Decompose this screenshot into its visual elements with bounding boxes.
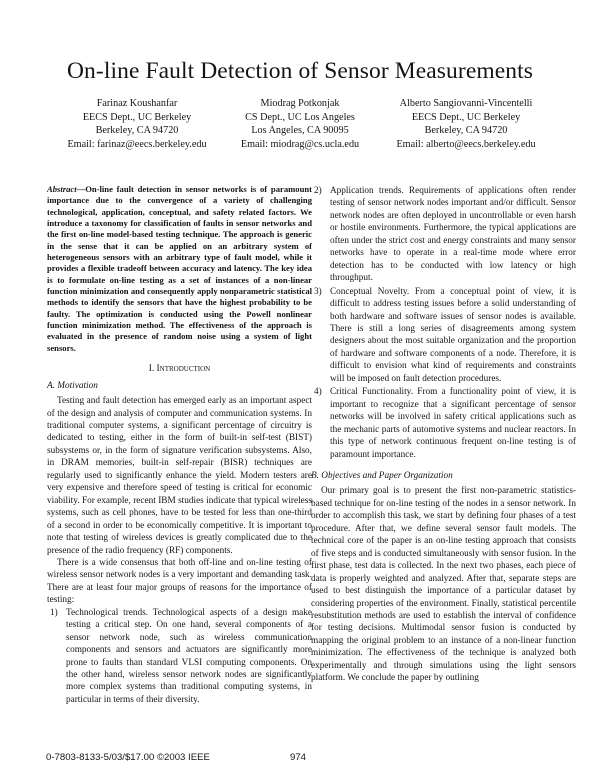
author-dept: EECS Dept., UC Berkeley	[82, 111, 192, 123]
abstract-lead: Abstract	[47, 184, 77, 194]
paragraph: Our primary goal is to present the first non-parametric statistics-based technique for on-line testing of the nodes in a sensor network. In order to accomplish this task, we start by defining four phases of a test procedure. After that, we define several sensor fault models. The technical core of the paper is an on-line testing approach that consists of five steps and is conducted simultaneously with sensor fusion. In the first phase, test data is collected. In the next two phases, each piece of data is properly weighted and analyzed. After that, separate steps are used to best distinguish the importance of a particular dataset by considering properties of the environment. Finally, statistical percentile resubstitution methods are used to establish the interval of confidence for testing decisions. Multimodal sensor fusion is conducted by mapping the original problem to an instance of a non-linear function minimization. The effectiveness of the technique is analyzed both experimentally and through simulations using the light sensors platform. We conclude the paper by outlining	[311, 486, 576, 684]
list-item	[311, 286, 576, 386]
author-name: Miodrag Potkonjak	[260, 98, 340, 109]
subsection-heading-objectives: B. Objectives and Paper Organization	[311, 470, 453, 481]
list-item-text: Critical Functionality. From a functionality point of view, it is important to recognize that a significant percentage of sensor networks will be involved in safety critical applications such as the mechanic parts of automotive systems and nuclear reactors. In this type of network continuous frequent on-line testing is of paramount importance.	[330, 387, 576, 460]
list-item	[311, 185, 576, 285]
paragraph: Testing and fault detection has emerged early as an important aspect of the design and analysis of computer and communication systems. In traditional computer systems, a significant percentage of circuitry is dedicated to testing, either in the form of built-in self-test (BIST) subsystems or, in the form of signature verification subsystems. Also, in DRAM memories, built-in self-repair (BISR) techniques are regularly used to significantly enhance the yield. Modern testers are very expensive and therefore speed of testing is critical for economic viability. For example, recent IBM studies indicate that typical wireless systems, such as cell phones, have to be tested for less than one-third of a second in order to be economically competitive. It is important to note that testing of wireless devices is greatly complicated due to the presence of the radio frequency (RF) components.	[47, 396, 312, 556]
author-city: Berkeley, CA 94720	[424, 125, 508, 137]
author-dept: EECS Dept., UC Berkeley	[411, 111, 521, 123]
list-number: 3)	[314, 286, 322, 297]
author-email: Email: miodrag@cs.ucla.edu	[240, 138, 360, 150]
author-name: Alberto Sangiovanni-Vincentelli	[399, 98, 533, 109]
list-number: 1)	[50, 607, 58, 618]
list-number: 4)	[314, 387, 322, 398]
list-number: 2)	[314, 186, 322, 196]
right-column	[311, 185, 576, 685]
author-email: Email: alberto@eecs.berkeley.edu	[396, 138, 536, 150]
list-item-text: Conceptual Novelty. From a conceptual point of view, it is difficult to address testing issues before a solid understanding of both hardware and software issues of sensor nodes is available. There is still a long series of disagreements among system designers about the most suitable organization and the proportion of hardware and software components of a node. Therefore, it is difficult to envision what kind of requirements and constraints will be imposed on fault detection procedures.	[330, 286, 576, 384]
left-column	[47, 184, 312, 707]
abstract	[47, 184, 312, 354]
list-item	[311, 386, 576, 461]
author-city: Los Angeles, CA 90095	[251, 125, 349, 137]
paragraph: There is a wide consensus that both off-line and on-line testing of wireless sensor network nodes is a very important and demanding task. There are at least four major groups of reasons for the importance of testing:	[47, 557, 312, 606]
author-block-1	[62, 97, 212, 151]
paper-title: On-line Fault Detection of Sensor Measurements	[66, 58, 533, 84]
page-number: 974	[290, 752, 307, 763]
author-email: Email: farinaz@eecs.berkeley.edu	[67, 138, 207, 150]
author-name: Farinaz Koushanfar	[96, 98, 178, 109]
author-block-2	[225, 97, 375, 151]
section-heading-introduction: I. Introduction	[148, 364, 211, 375]
reasons-list-continued	[311, 185, 576, 461]
subsection-heading-motivation: A. Motivation	[47, 380, 98, 391]
author-city: Berkeley, CA 94720	[95, 125, 179, 137]
abstract-text: —On-line fault detection in sensor networks is of paramount importance due to the convergence of a variety of challenging technological, application, conceptual, and safety related factors. We introduce a taxonomy for classification of faults in sensor networks and the first on-line model-based testing technique. The approach is generic in the sense that it can be applied on an arbitrary system of heterogeneous sensors with an arbitrary type of fault model, while it provides a flexible tradeoff between accuracy and latency. The key idea is to formulate on-line testing as a set of instances of a non-linear function minimization and consequently apply nonparametric statistical methods to identify the sensors that have the highest probability to be faulty. The optimization is conducted using the Powell nonlinear function minimization method. The effectiveness of the approach is evaluated in the presence of random noise using a system of light sensors.	[47, 184, 312, 353]
list-item-text: Application trends. Requirements of applications often render testing of sensor network nodes important and/or difficult. Sensor network nodes are often deployed in uncontrollable or even harsh or hostile environments. Furthermore, the typical applications are often under the strict cost and energy constraints and many sensor networks have to operate in a real-time mode where error detection has to be conducted with low latency or high throughput.	[330, 186, 576, 284]
copyright-notice: 0-7803-8133-5/03/$17.00 ©2003 IEEE	[46, 752, 210, 763]
author-dept: CS Dept., UC Los Angeles	[245, 111, 355, 123]
list-item-text: Technological trends. Technological aspects of a design make testing a critical step. On one hand, several components of a sensor network node, such as wireless communication components and sensors and actuators are significantly more prone to faults than standard VLSI computing components. On the other hand, wireless sensor network nodes are significantly more complex systems than traditional computing systems, in particular in terms of their diversity.	[66, 607, 312, 705]
author-block-3	[376, 97, 556, 151]
reasons-list	[47, 607, 312, 707]
list-item	[47, 607, 312, 707]
